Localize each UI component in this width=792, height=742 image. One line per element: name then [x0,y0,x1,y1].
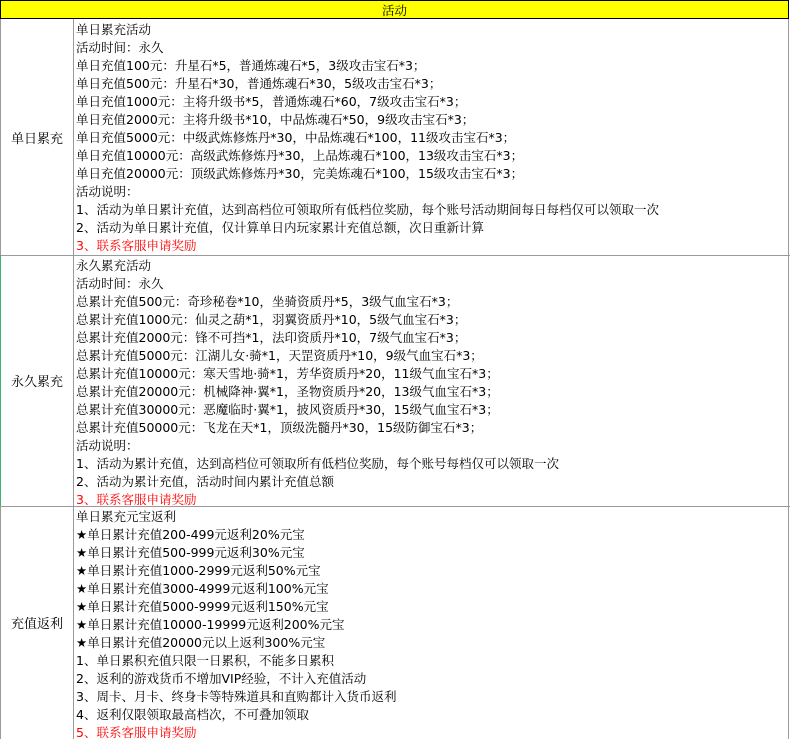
section-content[interactable] [76,21,790,255]
content-line: ★单日累计充值20000元以上返利300%元宝 [76,635,326,650]
contact-service-line: 5、联系客服申请奖励 [76,725,197,740]
content-line: 总累计充值2000元：锋不可挡*1，法印资质丹*10，7级气血宝石*3； [76,330,467,345]
content-line: 活动说明： [76,438,139,453]
content-line: 活动时间：永久 [76,276,164,291]
content-line: 永久累充活动 [76,258,152,273]
content-line: 3、周卡、月卡、终身卡等特殊道具和直购都计入货币返利 [76,689,397,704]
content-line: 1、活动为单日累计充值，达到高档位可领取所有低档位奖励，每个账号活动期间每日每档仅可以领取一次 [76,202,659,217]
content-line: 2、活动为单日累计充值，仅计算单日内玩家累计充值总额，次日重新计算 [76,220,484,235]
content-line: 2、返利的游戏货币不增加VIP经验，不计入充值活动 [76,671,367,686]
content-line: 总累计充值10000元：寒天雪地·骑*1，芳华资质丹*20，11级气血宝石*3； [76,366,499,381]
content-line: 单日充值1000元：主将升级书*5，普通炼魂石*60，7级攻击宝石*3； [76,94,467,109]
contact-service-line: 3、联系客服申请奖励 [76,492,197,507]
content-line: 总累计充值20000元：机械降神·翼*1，圣物资质丹*20，13级气血宝石*3； [76,384,499,399]
content-line: 总累计充值50000元：飞龙在天*1，顶级洗髓丹*30，15级防御宝石*3； [76,420,483,435]
content-line: 单日累充活动 [76,22,152,37]
content-line: ★单日累计充值200-499元返利20%元宝 [76,527,305,542]
content-line: ★单日累计充值10000-19999元返利200%元宝 [76,617,345,632]
section-content[interactable] [76,257,790,509]
content-line: 单日充值5000元：中级武炼修炼丹*30，中品炼魂石*100，11级攻击宝石*3； [76,130,516,145]
header-activity[interactable]: 活动 [0,0,789,19]
content-line: ★单日累计充值5000-9999元返利150%元宝 [76,599,329,614]
content-line: ★单日累计充值1000-2999元返利50%元宝 [76,563,321,578]
right-border [788,19,789,739]
content-line: 总累计充值5000元：江湖儿女·骑*1，天罡资质丹*10，9级气血宝石*3； [76,348,483,363]
content-line: 总累计充值30000元：恶魔临时·翼*1，披风资质丹*30，15级气血宝石*3； [76,402,499,417]
content-line: 总累计充值500元：奇珍秘卷*10，坐骑资质丹*5，3级气血宝石*3； [76,294,459,309]
content-line: 单日充值500元：升星石*30，普通炼魂石*30，5级攻击宝石*3； [76,76,442,91]
content-line: 4、返利仅限领取最高档次，不可叠加领取 [76,707,309,722]
content-line: 单日充值10000元：高级武炼修炼丹*30，上品炼魂石*100，13级攻击宝石*3； [76,148,524,163]
section-label[interactable]: 永久累充 [0,255,74,506]
section-label[interactable]: 单日累充 [0,19,74,255]
content-line: 1、单日累积充值只限一日累积，不能多日累积 [76,653,334,668]
section-recharge-rebate [0,506,790,739]
content-line: 活动说明： [76,184,139,199]
content-line: 1、活动为累计充值，达到高档位可领取所有低档位奖励，每个账号每档仅可以领取一次 [76,456,559,471]
content-line: 单日累充元宝返利 [76,509,177,524]
content-line: ★单日累计充值3000-4999元返利100%元宝 [76,581,329,596]
contact-service-line: 3、联系客服申请奖励 [76,238,197,253]
section-content[interactable] [76,508,790,742]
content-line: 单日充值2000元：主将升级书*10，中品炼魂石*50，9级攻击宝石*3； [76,112,475,127]
section-label[interactable]: 充值返利 [0,506,74,739]
content-line: 总累计充值1000元：仙灵之葫*1，羽翼资质丹*10，5级气血宝石*3； [76,312,467,327]
content-line: 2、活动为累计充值，活动时间内累计充值总额 [76,474,334,489]
content-line: 活动时间：永久 [76,40,164,55]
section-permanent-recharge [0,255,790,506]
content-line: 单日充值100元：升星石*5，普通炼魂石*5，3级攻击宝石*3； [76,58,426,73]
content-line: 单日充值20000元：顶级武炼修炼丹*30，完美炼魂石*100，15级攻击宝石*3； [76,166,524,181]
section-daily-recharge [0,19,790,255]
content-line: ★单日累计充值500-999元返利30%元宝 [76,545,305,560]
